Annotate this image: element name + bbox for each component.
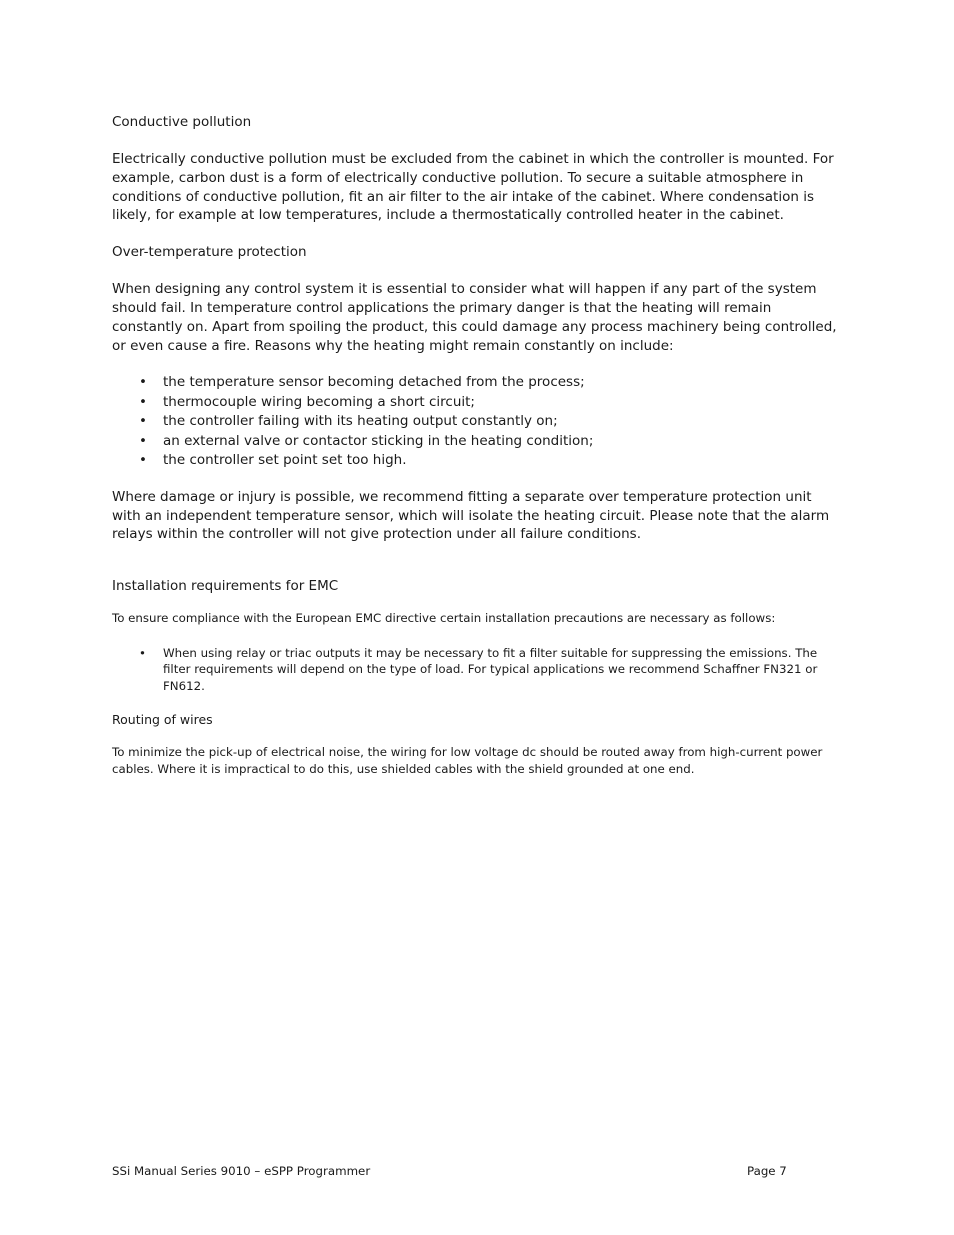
- heading-over-temperature: Over-temperature protection: [112, 244, 307, 261]
- paragraph-emc-intro: To ensure compliance with the European EMC directive certain installation precautions are necessary as follows:: [112, 611, 776, 626]
- list-item: • the controller set point set too high.: [112, 451, 842, 471]
- heading-conductive-pollution: Conductive pollution: [112, 114, 252, 130]
- paragraph-over-temperature-intro: When designing any control system it is essential to consider what will happen if any part of the system should fail. In temperature control applications the primary danger is that the heating will remain constantly on. Apart from spoiling the product, this could damage any process machinery being controlled, or even cause a fire. Reasons why the heating might remain constantly on include:: [112, 281, 837, 354]
- paragraph-routing-of-wires: To minimize the pick-up of electrical noise, the wiring for low voltage dc should be routed away from high-current power cables. Where it is impractical to do this, use shielded cables with the shield grounded at one end.: [112, 745, 823, 776]
- paragraph-over-temperature-closing: Where damage or injury is possible, we recommend fitting a separate over temperature protection unit with an independent temperature sensor, which will isolate the heating circuit. Please note that the alarm relays within the controller will not give protection under all failure conditions.: [112, 488, 830, 543]
- emc-precautions-list: [112, 645, 842, 695]
- paragraph-conductive-pollution: Electrically conductive pollution must be excluded from the cabinet in which the controller is mounted. For example, carbon dust is a form of electrically conductive pollution. To secure a suitable atmosphere in conditions of conductive pollution, fit an air filter to the air intake of the cabinet. Where condensation is likely, for example at low temperatures, include a thermostatically controlled heater in the cabinet.: [112, 151, 834, 224]
- page-content: [112, 113, 842, 777]
- footer-document-title: SSi Manual Series 9010 – eSPP Programmer: [112, 1164, 371, 1178]
- list-item: • thermocouple wiring becoming a short circuit;: [112, 393, 842, 413]
- list-item: • the controller failing with its heating output constantly on;: [112, 412, 842, 432]
- list-item: • an external valve or contactor sticking in the heating condition;: [112, 432, 842, 452]
- failure-reasons-list: [112, 373, 842, 471]
- footer-page-number: Page 7: [747, 1164, 787, 1178]
- list-item: • the temperature sensor becoming detached from the process;: [112, 373, 842, 393]
- heading-emc-requirements: Installation requirements for EMC: [112, 578, 339, 595]
- heading-routing-of-wires: Routing of wires: [112, 712, 213, 728]
- list-item: • When using relay or triac outputs it may be necessary to fit a filter suitable for suppressing the emissions. The filter requirements will depend on the type of load. For typical applications we recommend Schaffner FN321 or FN612.: [112, 645, 842, 695]
